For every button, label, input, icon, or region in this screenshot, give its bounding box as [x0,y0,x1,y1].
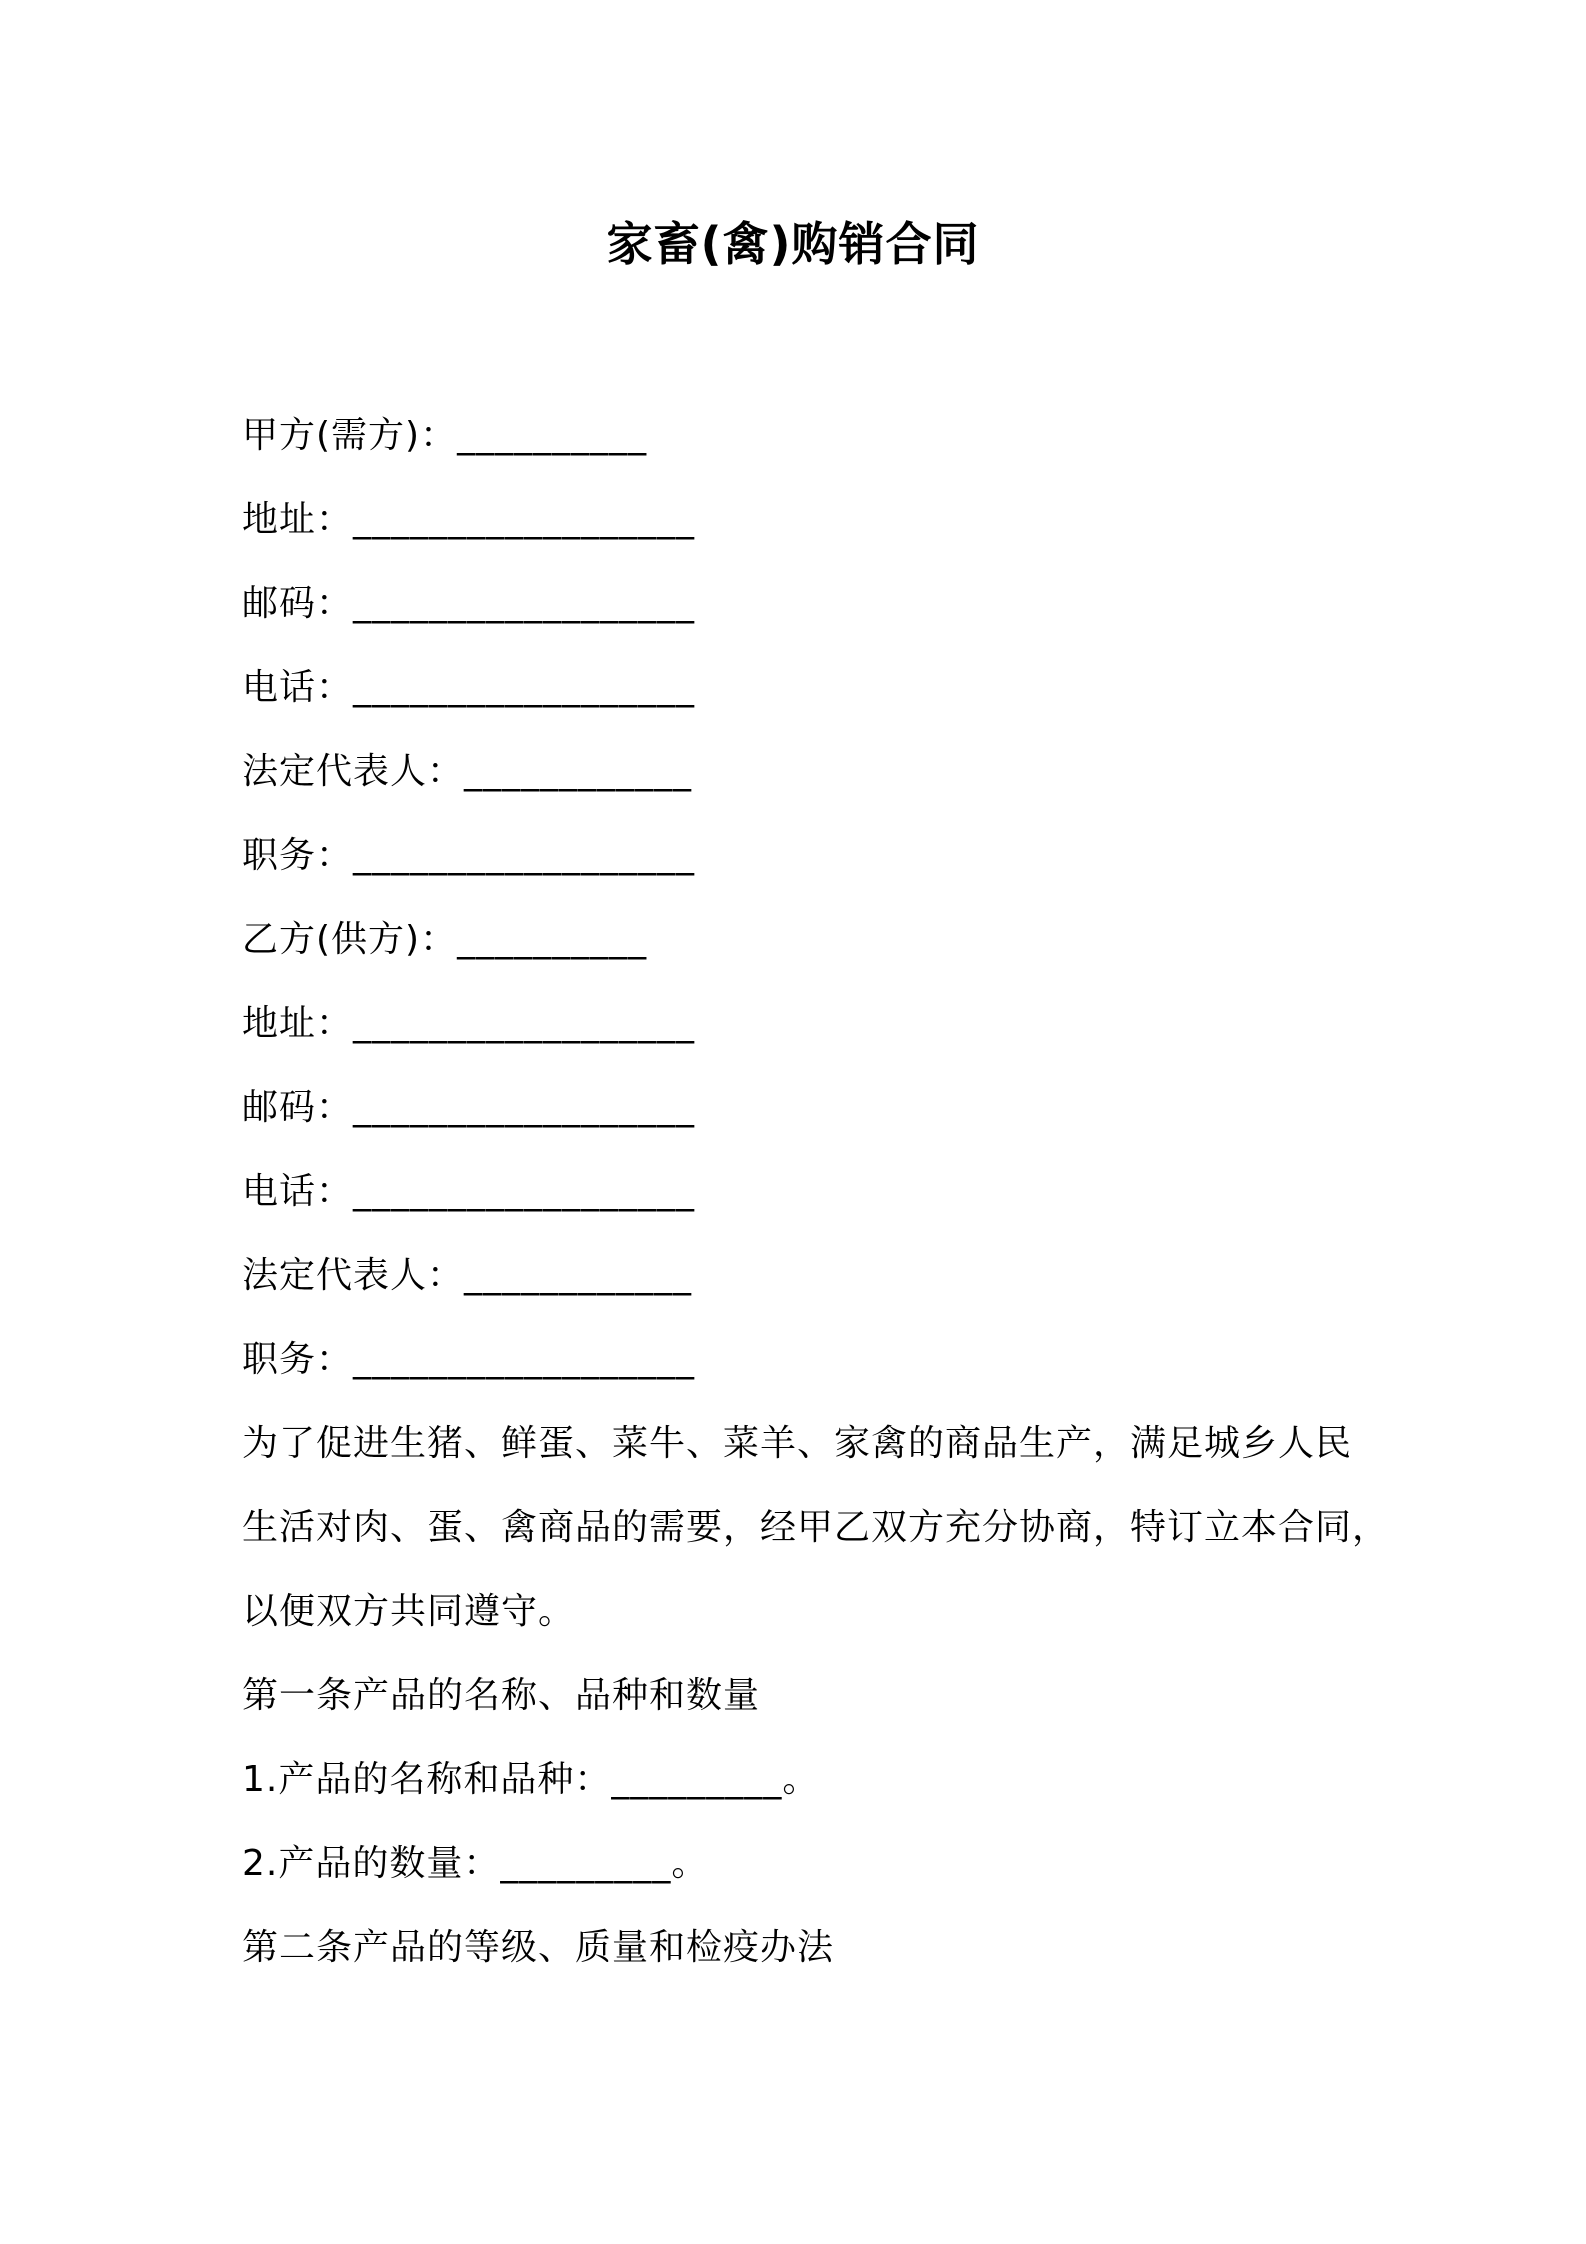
party-b-legal-rep: 法定代表人：____________ [242,1255,693,1296]
article-1-item-1: 1.产品的名称和品种：_________。 [242,1759,820,1800]
party-a-phone: 电话：__________________ [242,667,696,708]
party-b-address: 地址：__________________ [242,1003,696,1044]
document-title: 家畜(禽)购销合同 [606,217,980,271]
article-1-heading: 第一条产品的名称、品种和数量 [242,1675,761,1716]
document-body [242,406,1390,2002]
preamble-line: 生活对肉、蛋、禽商品的需要，经甲乙双方充分协商，特订立本合同， [242,1507,1390,1548]
party-b-name: 乙方(供方)：__________ [242,919,648,960]
preamble-line: 以便双方共同遵守。 [242,1591,576,1632]
party-b-postcode: 邮码：__________________ [242,1087,696,1128]
party-a-postcode: 邮码：__________________ [242,583,696,624]
party-a-address: 地址：__________________ [242,499,696,540]
article-1-item-2: 2.产品的数量：_________。 [242,1843,709,1884]
party-b-phone: 电话：__________________ [242,1171,696,1212]
article-2-heading: 第二条产品的等级、质量和检疫办法 [242,1927,835,1968]
party-a-name: 甲方(需方)：__________ [242,415,648,456]
party-a-position: 职务：__________________ [242,835,696,876]
party-b-position: 职务：__________________ [242,1339,696,1380]
preamble-line: 为了促进生猪、鲜蛋、菜牛、菜羊、家禽的商品生产，满足城乡人民 [242,1423,1353,1464]
party-a-legal-rep: 法定代表人：____________ [242,751,693,792]
